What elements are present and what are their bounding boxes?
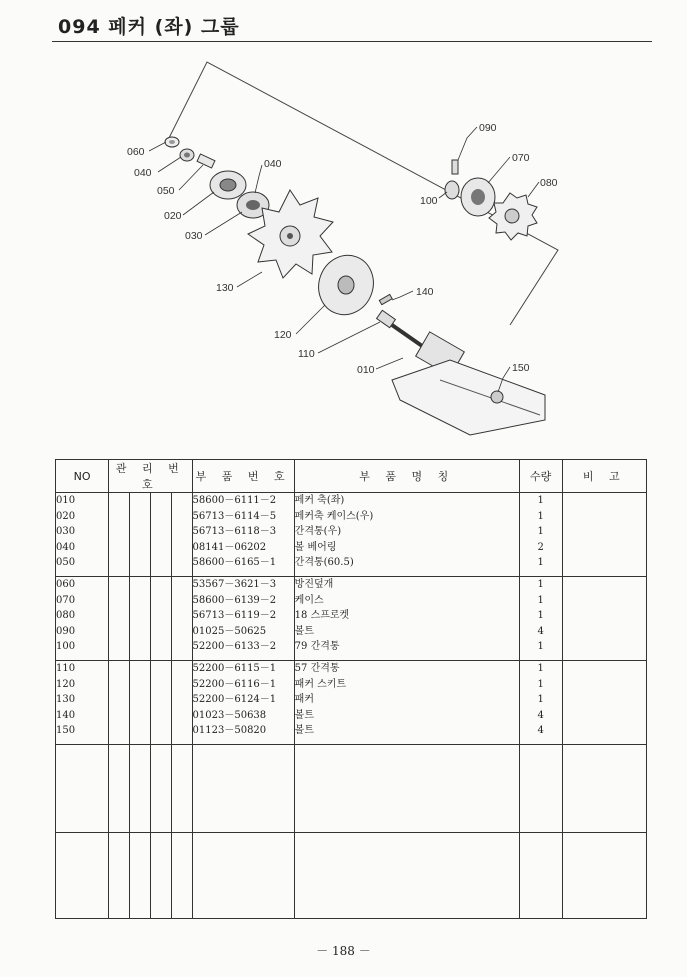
no-cell-value: 020 — [56, 510, 76, 522]
bearing-part-upper — [180, 149, 194, 161]
empty-cell — [294, 745, 519, 833]
quantity-cell — [519, 493, 562, 577]
empty-cell — [171, 745, 192, 833]
table-row-group — [56, 661, 647, 745]
mgmt-cell — [130, 661, 151, 745]
part-name-cell-value: 페커 축(좌) — [294, 495, 345, 506]
part-name-cell — [294, 493, 519, 577]
empty-cell — [56, 745, 109, 833]
mgmt-cell — [130, 493, 151, 577]
case-part-070 — [461, 178, 495, 216]
mgmt-cell — [150, 493, 171, 577]
part-name-cell-value: 간격통(우) — [294, 526, 342, 537]
mgmt-cell — [109, 661, 130, 745]
quantity-cell-value: 1 — [537, 663, 544, 674]
empty-cell — [519, 833, 562, 919]
empty-cell — [562, 833, 646, 919]
callout-020: 020 — [164, 210, 182, 222]
part-number-cell-value: 52200－6115－1 — [192, 663, 277, 674]
table-row-group — [56, 493, 647, 577]
mgmt-cell — [171, 577, 192, 661]
quantity-cell-value: 1 — [537, 579, 544, 590]
no-cell-value: 110 — [56, 663, 76, 674]
no-cell-value: 080 — [56, 610, 76, 621]
page-number: － 188 － — [316, 944, 371, 958]
remarks-cell — [562, 493, 646, 577]
empty-cell — [519, 745, 562, 833]
empty-cell — [56, 833, 109, 919]
part-number-cell — [192, 577, 294, 661]
empty-cell — [109, 745, 130, 833]
part-name-cell-value: 57 간격통 — [294, 663, 340, 674]
header-mgmt-number: 관 리 번 호 — [109, 460, 192, 493]
quantity-cell-value: 1 — [537, 594, 544, 606]
part-number-cell-value: 01123－50820 — [192, 725, 267, 736]
empty-cell — [150, 833, 171, 919]
empty-cell — [562, 745, 646, 833]
callout-080: 080 — [540, 177, 558, 189]
quantity-cell-value: 1 — [537, 510, 544, 522]
no-cell-value: 010 — [56, 495, 76, 506]
quantity-cell-value: 1 — [537, 526, 544, 537]
table-row-group — [56, 577, 647, 661]
sprocket-part-080 — [489, 193, 537, 240]
remarks-cell — [562, 661, 646, 745]
part-number-cell-value: 52200－6133－2 — [192, 641, 277, 652]
part-number-cell-value: 58600－6165－1 — [192, 557, 277, 568]
part-name-cell-value: 볼트 — [294, 709, 314, 721]
empty-cell — [171, 833, 192, 919]
callout-130: 130 — [216, 282, 234, 294]
page-title: 094 페커 (좌) 그룹 — [58, 16, 240, 38]
no-cell — [56, 493, 109, 577]
header-remarks: 비 고 — [562, 460, 646, 493]
part-name-cell-value: 패커 스키트 — [294, 678, 347, 690]
no-cell-value: 150 — [56, 725, 76, 736]
table-row-empty — [56, 833, 647, 919]
quantity-cell — [519, 661, 562, 745]
part-name-cell-value: 패커 — [294, 694, 314, 705]
quantity-cell-value: 2 — [537, 541, 544, 553]
part-number-cell-value: 52200－6124－1 — [192, 694, 277, 705]
part-number-cell-value: 01023－50638 — [192, 709, 267, 721]
dust-cover-part — [165, 137, 179, 147]
no-cell-value: 140 — [56, 709, 76, 721]
empty-cell — [192, 745, 294, 833]
callout-150: 150 — [512, 362, 530, 374]
empty-cell — [192, 833, 294, 919]
no-cell-value: 130 — [56, 694, 76, 705]
quantity-cell-value: 4 — [537, 725, 544, 736]
no-cell-value: 030 — [56, 526, 76, 537]
part-number-cell — [192, 661, 294, 745]
quantity-cell-value: 1 — [537, 678, 544, 690]
part-number-cell-value: 56713－6118－3 — [192, 526, 277, 537]
part-name-cell-value: 케이스 — [294, 594, 324, 606]
part-name-cell — [294, 661, 519, 745]
quantity-cell-value: 1 — [537, 610, 544, 621]
part-number-cell-value: 01025－50625 — [192, 625, 267, 637]
mgmt-cell — [109, 577, 130, 661]
part-name-cell-value: 볼트 — [294, 625, 314, 637]
quantity-cell-value: 4 — [537, 709, 544, 721]
no-cell-value: 050 — [56, 557, 76, 568]
part-name-cell-value: 79 간격통 — [294, 641, 340, 652]
part-number-cell-value: 08141－06202 — [192, 541, 267, 553]
mgmt-cell — [150, 661, 171, 745]
table-row-empty — [56, 745, 647, 833]
no-cell — [56, 661, 109, 745]
part-number-cell-value: 58600－6139－2 — [192, 594, 277, 606]
part-number-cell-value: 53567－3621－3 — [192, 579, 277, 590]
quantity-cell-value: 1 — [537, 694, 544, 705]
callout-140: 140 — [416, 286, 434, 298]
callout-090: 090 — [479, 122, 497, 134]
bolt-part-090 — [452, 160, 458, 174]
callout-040-upper: 040 — [134, 167, 152, 179]
part-number-cell-value: 58600－6111－2 — [192, 495, 277, 506]
part-name-cell-value: 볼트 — [294, 725, 314, 736]
mgmt-cell — [171, 661, 192, 745]
quantity-cell — [519, 577, 562, 661]
part-name-cell-value: 간격통(60.5) — [294, 557, 354, 568]
parts-table — [55, 459, 647, 919]
part-number-cell-value: 56713－6114－5 — [192, 510, 277, 522]
remarks-cell — [562, 577, 646, 661]
empty-cell — [109, 833, 130, 919]
header-part-number: 부 품 번 호 — [192, 460, 294, 493]
empty-cell — [294, 833, 519, 919]
empty-cell — [130, 745, 151, 833]
callout-110: 110 — [298, 348, 315, 360]
quantity-cell-value: 1 — [537, 641, 544, 652]
mgmt-cell — [171, 493, 192, 577]
part-name-cell-value: 18 스프로켓 — [294, 610, 350, 621]
callout-030: 030 — [185, 230, 203, 242]
bolt-part-140 — [379, 294, 392, 304]
part-name-cell-value: 볼 베어링 — [294, 541, 337, 553]
table-header-row — [56, 460, 647, 493]
part-number-cell-value: 52200－6116－1 — [192, 678, 277, 690]
part-number-cell — [192, 493, 294, 577]
header-no: NO — [56, 460, 109, 493]
header-part-name: 부 품 명 칭 — [294, 460, 519, 493]
callout-010: 010 — [357, 364, 375, 376]
no-cell-value: 040 — [56, 541, 76, 553]
spacer-part-small — [197, 154, 215, 168]
mgmt-cell — [130, 577, 151, 661]
quantity-cell-value: 1 — [537, 495, 544, 506]
mgmt-cell — [109, 493, 130, 577]
no-cell-value: 090 — [56, 625, 76, 637]
packer-shaft-case-part — [210, 171, 246, 199]
callout-100: 100 — [420, 195, 438, 207]
quantity-cell-value: 4 — [537, 625, 544, 637]
header-quantity: 수량 — [519, 460, 562, 493]
part-number-cell-value: 56713－6119－2 — [192, 610, 277, 621]
callout-060: 060 — [127, 146, 145, 158]
quantity-cell-value: 1 — [537, 557, 544, 568]
no-cell-value: 100 — [56, 641, 76, 652]
empty-cell — [130, 833, 151, 919]
exploded-parts-diagram — [0, 50, 687, 455]
no-cell-value: 060 — [56, 579, 76, 590]
packer-skirt-disk — [310, 248, 381, 323]
part-name-cell-value: 방진덮개 — [294, 579, 334, 590]
part-name-cell — [294, 577, 519, 661]
mgmt-cell — [150, 577, 171, 661]
part-name-cell-value: 페커축 케이스(우) — [294, 510, 374, 522]
empty-cell — [150, 745, 171, 833]
callout-070: 070 — [512, 152, 530, 164]
callout-120: 120 — [274, 329, 292, 341]
callout-050: 050 — [157, 185, 175, 197]
no-cell-value: 070 — [56, 594, 76, 606]
spacer-part-100 — [445, 181, 459, 199]
title-divider — [52, 41, 652, 42]
no-cell-value: 120 — [56, 678, 76, 690]
callout-040-lower: 040 — [264, 158, 282, 170]
no-cell — [56, 577, 109, 661]
